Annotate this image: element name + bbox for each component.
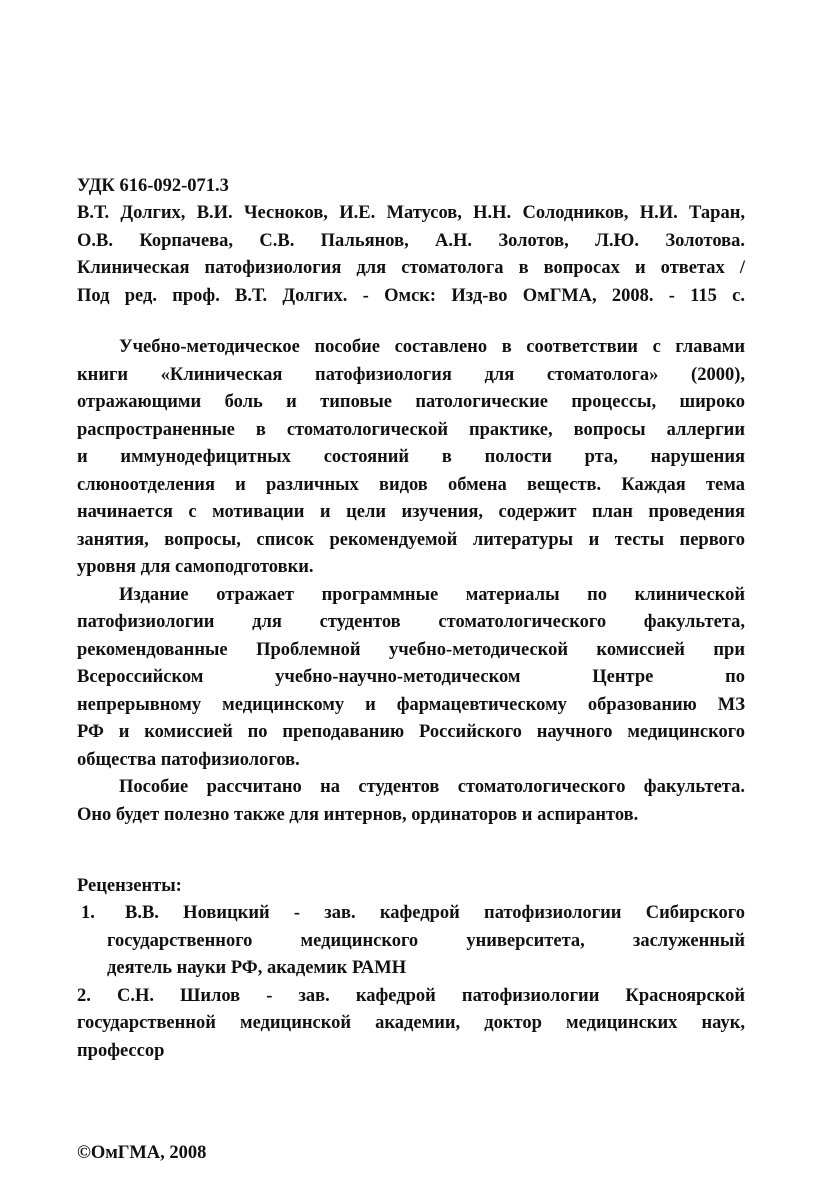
abstract-line: Пособие рассчитано на студентов стоматологического факультета. bbox=[119, 777, 745, 797]
abstract-line: отражающими боль и типовые патологические процессы, широко bbox=[77, 392, 745, 412]
reviewers-list bbox=[77, 900, 745, 1065]
reviewer-2-line: 2. С.Н. Шилов - зав. кафедрой патофизиологии Красноярской bbox=[77, 985, 745, 1006]
reviewers-heading bbox=[77, 873, 745, 901]
biblio-line: О.В. Корпачева, С.В. Пальянов, А.Н. Золотов, Л.Ю. Золотова. bbox=[77, 230, 745, 251]
reviewer-1-line: деятель науки РФ, академик РАМН bbox=[107, 958, 407, 978]
abstract-line: Учебно-методическое пособие составлено в соответствии с главами bbox=[119, 337, 745, 357]
abstract-line: непрерывному медицинскому и фармацевтическому образованию МЗ bbox=[77, 694, 745, 715]
abstract-line: Всероссийском учебно-научно-методическом Центре по bbox=[77, 667, 745, 687]
reviewer-2-line: профессор bbox=[77, 1040, 165, 1061]
biblio-line: Под ред. проф. В.Т. Долгих. - Омск: Изд-во ОмГМА, 2008. - 115 с. bbox=[77, 285, 745, 306]
reviewer-1-first-line bbox=[77, 900, 745, 928]
abstract-line: слюноотделения и различных видов обмена веществ. Каждая тема bbox=[77, 474, 745, 495]
biblio-line: Клиническая патофизиология для стоматолога в вопросах и ответах / bbox=[77, 258, 745, 278]
bibliographic-record bbox=[77, 200, 745, 310]
abstract-line: Издание отражает программные материалы по клинической bbox=[119, 584, 745, 605]
abstract bbox=[77, 334, 745, 829]
reviewer-1-line: В.В. Новицкий - зав. кафедрой патофизиологии Сибирского bbox=[125, 903, 745, 923]
biblio-line: В.Т. Долгих, В.И. Чесноков, И.Е. Матусов, Н.Н. Солодников, Н.И. Таран, bbox=[77, 203, 745, 223]
reviewer-1-line: государственного медицинского университета, заслуженный bbox=[107, 930, 745, 951]
udc-code bbox=[77, 173, 745, 201]
reviewer-2-line: государственной медицинской академии, доктор медицинских наук, bbox=[77, 1013, 745, 1033]
abstract-line: общества патофизиологов. bbox=[77, 749, 300, 770]
abstract-line: книги «Клиническая патофизиология для стоматолога» (2000), bbox=[77, 364, 745, 385]
abstract-line: патофизиологии для студентов стоматологического факультета, bbox=[77, 612, 745, 632]
abstract-line: уровня для самоподготовки. bbox=[77, 557, 314, 577]
abstract-line: занятия, вопросы, список рекомендуемой литературы и тесты первого bbox=[77, 529, 745, 550]
udc-line: УДК 616-092-071.3 bbox=[77, 176, 229, 196]
copyright-notice: ©ОмГМА, 2008 bbox=[77, 1143, 207, 1163]
abstract-line: РФ и комиссией по преподаванию Российского научного медицинского bbox=[77, 722, 745, 742]
reviewers-title: Рецензенты: bbox=[77, 876, 182, 896]
reviewer-1-number: 1. bbox=[81, 903, 95, 923]
abstract-line: распространенные в стоматологической практике, вопросы аллергии bbox=[77, 419, 745, 440]
abstract-line: и иммунодефицитных состояний в полости рта, нарушения bbox=[77, 447, 745, 467]
abstract-line: Оно будет полезно также для интернов, ординаторов и аспирантов. bbox=[77, 804, 639, 825]
abstract-line: начинается с мотивации и цели изучения, содержит план проведения bbox=[77, 502, 745, 522]
abstract-line: рекомендованные Проблемной учебно-методической комиссией при bbox=[77, 639, 745, 660]
